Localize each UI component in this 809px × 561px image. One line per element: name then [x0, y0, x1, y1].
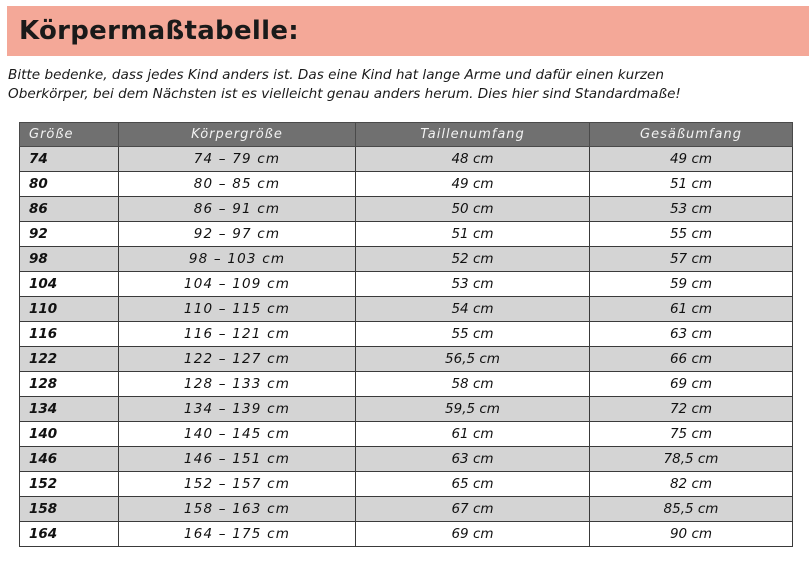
cell-waist: 55 cm [356, 322, 590, 347]
table-row [20, 397, 793, 422]
cell-waist: 48 cm [356, 147, 590, 172]
cell-hip: 78,5 cm [590, 447, 793, 472]
table-row [20, 147, 793, 172]
cell-hip: 53 cm [590, 197, 793, 222]
cell-waist: 52 cm [356, 247, 590, 272]
cell-waist: 49 cm [356, 172, 590, 197]
table-header-row [20, 123, 793, 147]
intro-line: Bitte bedenke, dass jedes Kind anders ist. Das eine Kind hat lange Arme und dafür einen kurzen [8, 67, 664, 83]
cell-body-height: 80 – 85 cm [119, 172, 356, 197]
cell-hip: 59 cm [590, 272, 793, 297]
cell-waist: 56,5 cm [356, 347, 590, 372]
table-row [20, 272, 793, 297]
table-row [20, 472, 793, 497]
cell-waist: 54 cm [356, 297, 590, 322]
cell-body-height: 110 – 115 cm [119, 297, 356, 322]
cell-body-height: 146 – 151 cm [119, 447, 356, 472]
cell-size: 80 [20, 172, 119, 197]
cell-size: 152 [20, 472, 119, 497]
table-row [20, 247, 793, 272]
cell-size: 128 [20, 372, 119, 397]
cell-size: 158 [20, 497, 119, 522]
cell-hip: 51 cm [590, 172, 793, 197]
cell-size: 92 [20, 222, 119, 247]
cell-waist: 58 cm [356, 372, 590, 397]
cell-waist: 51 cm [356, 222, 590, 247]
title-banner [7, 6, 809, 56]
cell-size: 86 [20, 197, 119, 222]
column-header-size: Größe [20, 123, 119, 147]
cell-hip: 75 cm [590, 422, 793, 447]
cell-body-height: 116 – 121 cm [119, 322, 356, 347]
table-row [20, 447, 793, 472]
table-row [20, 372, 793, 397]
cell-hip: 90 cm [590, 522, 793, 547]
cell-hip: 49 cm [590, 147, 793, 172]
cell-body-height: 92 – 97 cm [119, 222, 356, 247]
table-row [20, 297, 793, 322]
table-row [20, 322, 793, 347]
table-row [20, 197, 793, 222]
cell-body-height: 164 – 175 cm [119, 522, 356, 547]
cell-size: 134 [20, 397, 119, 422]
cell-size: 98 [20, 247, 119, 272]
cell-waist: 61 cm [356, 422, 590, 447]
column-header-hip: Gesäßumfang [590, 123, 793, 147]
cell-waist: 69 cm [356, 522, 590, 547]
column-header-waist: Taillenumfang [356, 123, 590, 147]
cell-hip: 72 cm [590, 397, 793, 422]
table-row [20, 222, 793, 247]
cell-hip: 63 cm [590, 322, 793, 347]
intro-line: Oberkörper, bei dem Nächsten ist es vielleicht genau anders herum. Dies hier sind Standardmaße! [8, 86, 681, 102]
cell-body-height: 122 – 127 cm [119, 347, 356, 372]
cell-hip: 55 cm [590, 222, 793, 247]
cell-body-height: 86 – 91 cm [119, 197, 356, 222]
cell-body-height: 104 – 109 cm [119, 272, 356, 297]
cell-hip: 69 cm [590, 372, 793, 397]
table-row [20, 422, 793, 447]
cell-waist: 65 cm [356, 472, 590, 497]
table-row [20, 172, 793, 197]
cell-size: 146 [20, 447, 119, 472]
size-chart-table [19, 122, 793, 547]
cell-waist: 50 cm [356, 197, 590, 222]
cell-waist: 53 cm [356, 272, 590, 297]
cell-size: 74 [20, 147, 119, 172]
cell-size: 116 [20, 322, 119, 347]
table-row [20, 347, 793, 372]
cell-waist: 59,5 cm [356, 397, 590, 422]
cell-size: 122 [20, 347, 119, 372]
cell-hip: 82 cm [590, 472, 793, 497]
cell-body-height: 74 – 79 cm [119, 147, 356, 172]
cell-size: 110 [20, 297, 119, 322]
cell-size: 164 [20, 522, 119, 547]
table-row [20, 522, 793, 547]
intro-paragraph [8, 66, 806, 104]
cell-hip: 66 cm [590, 347, 793, 372]
cell-size: 104 [20, 272, 119, 297]
table-body [20, 147, 793, 547]
cell-body-height: 134 – 139 cm [119, 397, 356, 422]
cell-hip: 61 cm [590, 297, 793, 322]
cell-body-height: 140 – 145 cm [119, 422, 356, 447]
cell-body-height: 98 – 103 cm [119, 247, 356, 272]
table-row [20, 497, 793, 522]
cell-body-height: 158 – 163 cm [119, 497, 356, 522]
cell-hip: 57 cm [590, 247, 793, 272]
cell-size: 140 [20, 422, 119, 447]
cell-waist: 67 cm [356, 497, 590, 522]
cell-waist: 63 cm [356, 447, 590, 472]
column-header-body-height: Körpergröße [119, 123, 356, 147]
cell-hip: 85,5 cm [590, 497, 793, 522]
cell-body-height: 128 – 133 cm [119, 372, 356, 397]
page-title: Körpermaßtabelle: [19, 16, 299, 46]
cell-body-height: 152 – 157 cm [119, 472, 356, 497]
